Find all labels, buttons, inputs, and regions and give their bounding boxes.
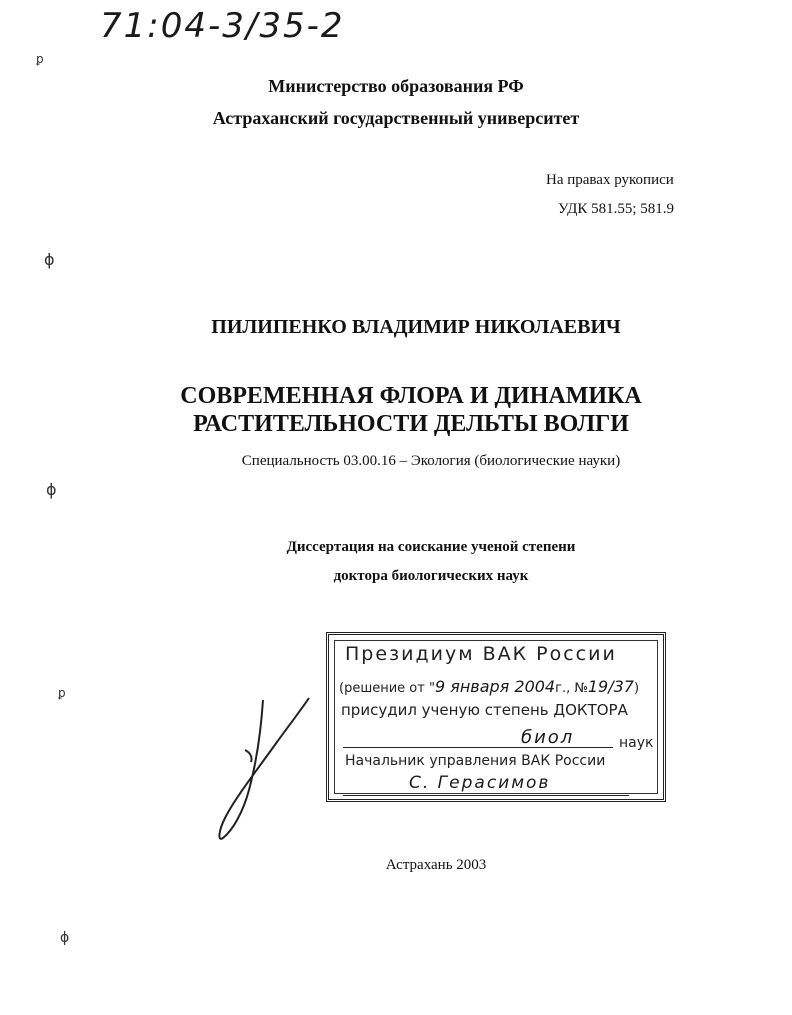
- stamp-header: Президиум ВАК России: [345, 643, 617, 665]
- udk-code: УДК 581.55; 581.9: [558, 201, 675, 217]
- margin-mark: ꝑ: [58, 686, 66, 700]
- specialty: Специальность 03.00.16 – Экология (биологические науки): [241, 453, 621, 469]
- dissertation-title-line-1: СОВРЕМЕННАЯ ФЛОРА И ДИНАМИКА: [180, 383, 642, 409]
- degree-line-1: Диссертация на соискание ученой степени: [286, 539, 576, 555]
- margin-mark: ɸ: [46, 480, 57, 499]
- stamp-decision-date: 9 января 2004: [434, 677, 556, 696]
- stamp-decision-number: 19/37: [587, 677, 634, 696]
- stamp-decision-line: [339, 677, 639, 696]
- university-name: Астраханский государственный университет: [212, 108, 580, 128]
- margin-mark: ɸ: [60, 930, 70, 946]
- dissertation-title-line-2: РАСТИТЕЛЬНОСТИ ДЕЛЬТЫ ВОЛГИ: [193, 411, 629, 437]
- stamp-signature: С. Герасимов: [409, 773, 551, 793]
- city-year: Астрахань 2003: [385, 857, 487, 873]
- stamp-decision-suffix: г., №: [555, 681, 588, 696]
- stamp-chief-label: Начальник управления ВАК России: [345, 753, 606, 769]
- stamp-field-suffix: наук: [619, 735, 654, 751]
- vak-stamp: [326, 632, 666, 802]
- stamp-decision-close: ): [633, 681, 640, 696]
- margin-mark: ꝑ: [36, 52, 44, 66]
- author-name: ПИЛИПЕНКО ВЛАДИМИР НИКОЛАЕВИЧ: [211, 316, 621, 338]
- stamp-decision-prefix: (решение от ": [339, 681, 435, 696]
- stamp-signature-underline: [343, 795, 629, 796]
- stamp-awarded-text: присудил ученую степень ДОКТОРА: [341, 701, 628, 719]
- stamp-field-handwritten: биол: [521, 727, 575, 748]
- manuscript-note: На правах рукописи: [546, 172, 674, 188]
- archive-number: 71:04-3/35-2: [100, 6, 345, 46]
- degree-line-2: доктора биологических наук: [333, 568, 529, 584]
- margin-mark: ɸ: [44, 250, 55, 269]
- ministry-name: Министерство образования РФ: [268, 76, 524, 96]
- signature-scribble: [205, 690, 315, 850]
